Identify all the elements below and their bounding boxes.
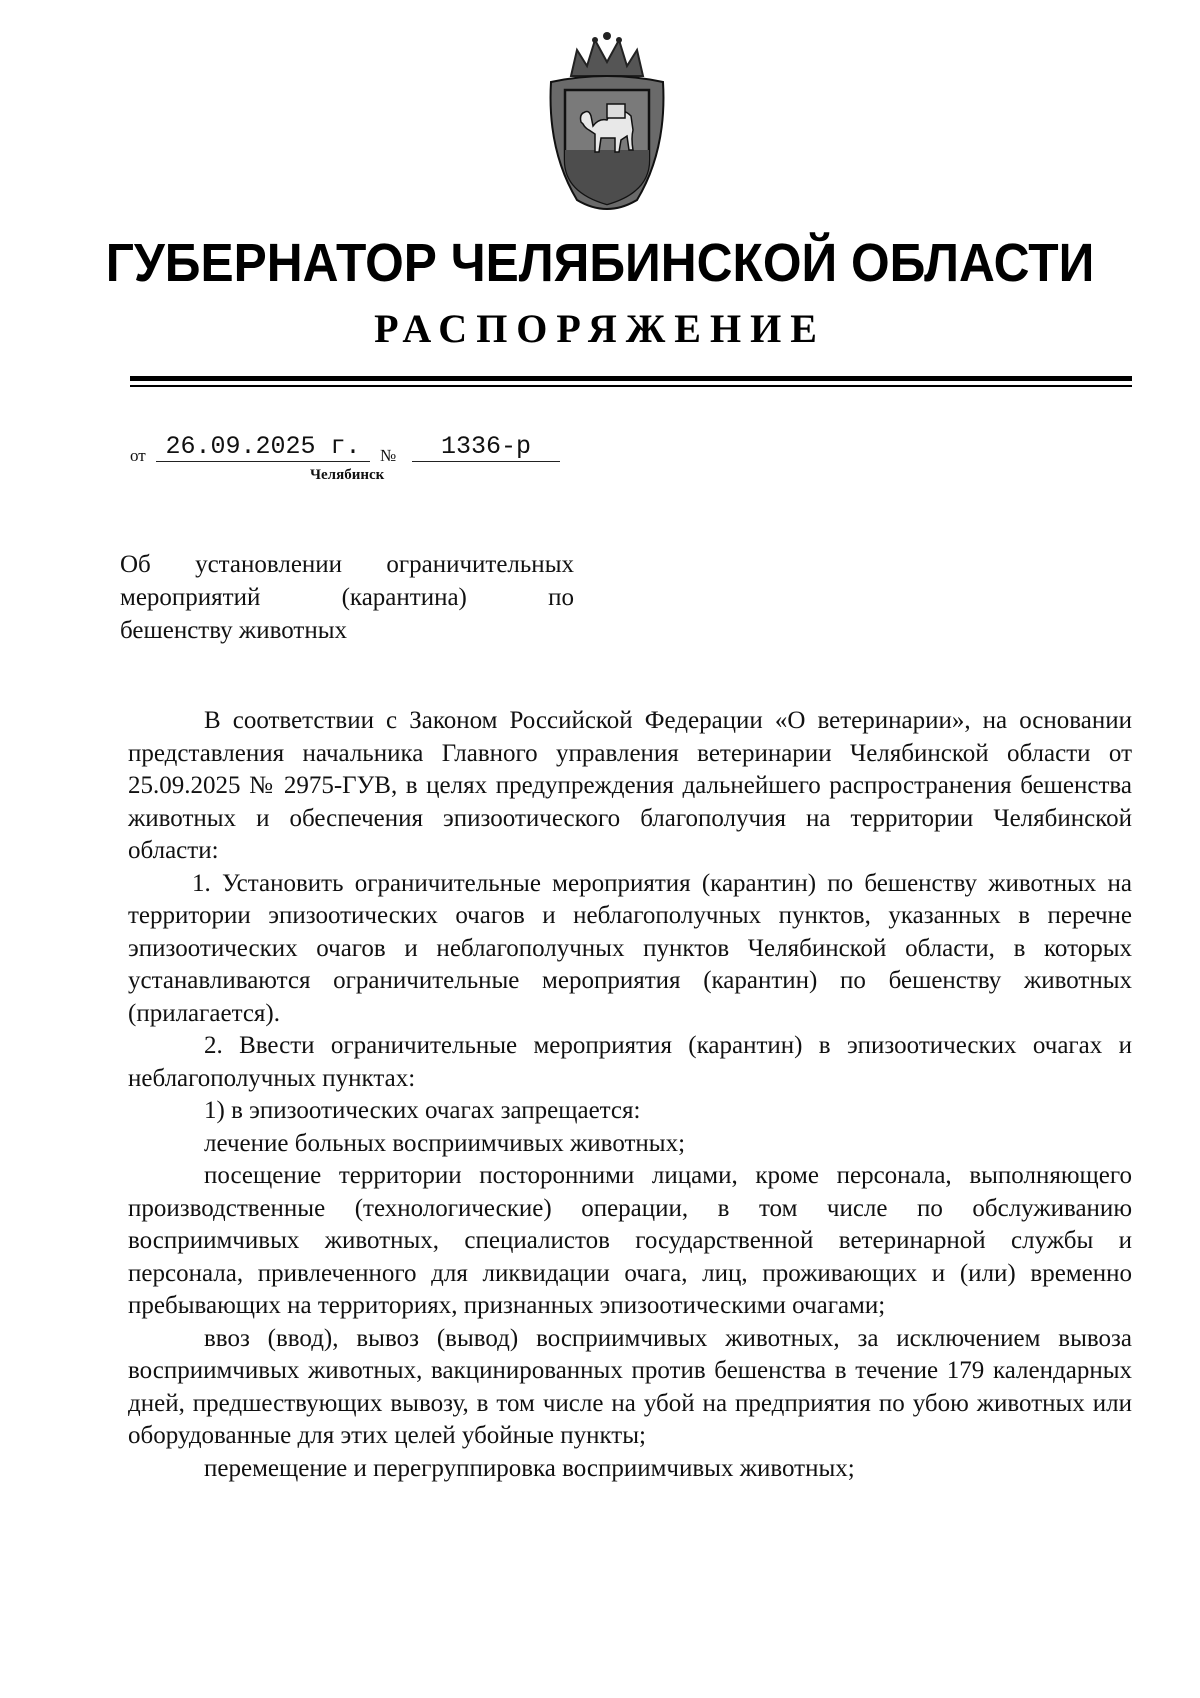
clause-paragraph: 1. Установить ограничительные мероприятия (карантин) по бешенству животных на территории эпизоотических очагов и неблагополучных пунктов, указанных в перечне эпизоотических очагов и неблагополучных пунктов Челябинской области, в которых устанавливаются ограничительные мероприятия (карантин) по бешенству животных (прилагается). bbox=[128, 869, 1132, 1027]
subject-line: Об установлении ограничительных bbox=[120, 551, 574, 578]
authority-title: ГУБЕРНАТОР ЧЕЛЯБИНСКОЙ ОБЛАСТИ bbox=[105, 233, 1095, 293]
header-divider-thick bbox=[130, 376, 1132, 381]
document-requisites bbox=[130, 432, 590, 468]
document-number: 1336-р bbox=[412, 432, 560, 462]
number-sign-label: № bbox=[380, 446, 397, 465]
document-date: 26.09.2025 г. bbox=[156, 432, 370, 462]
clause-paragraph: 2. Ввести ограничительные мероприятия (карантин) в эпизоотических очагах и неблагополучных пунктах: bbox=[128, 1032, 1132, 1092]
document-type-title: РАСПОРЯЖЕНИЕ bbox=[374, 306, 826, 351]
header-divider-thin bbox=[130, 385, 1132, 387]
subject-line: мероприятий (карантина) по bbox=[120, 584, 574, 611]
list-item-paragraph: посещение территории посторонними лицами, кроме персонала, выполняющего производственные (технологические) операции, в том числе по обслуживанию восприимчивых животных, специалистов государственной ветеринарной службы и персонала, привлеченного для ликвидации очага, лиц, проживающих и (или) временно пребывающих на территориях, признанных эпизоотическими очагами; bbox=[128, 1162, 1132, 1319]
coat-of-arms-emblem bbox=[537, 30, 677, 220]
document-body bbox=[128, 705, 1132, 1485]
subclause-paragraph: 1) в эпизоотических очагах запрещается: bbox=[204, 1097, 641, 1124]
document-city: Челябинск bbox=[310, 467, 385, 483]
subject-line: бешенству животных bbox=[120, 617, 347, 644]
list-item-paragraph: перемещение и перегруппировка восприимчивых животных; bbox=[204, 1454, 855, 1482]
list-item-paragraph: лечение больных восприимчивых животных; bbox=[204, 1129, 686, 1157]
list-item-paragraph: ввоз (ввод), вывоз (вывод) восприимчивых животных, за исключением вывоза восприимчивых животных, вакцинированных против бешенства в течение 179 календарных дней, предшествующих вывозу, в том числе на убой на предприятия по убою животных или оборудованные для этих целей убойные пункты; bbox=[128, 1324, 1132, 1449]
date-prefix-label: от bbox=[130, 446, 146, 465]
preamble-paragraph: В соответствии с Законом Российской Федерации «О ветеринарии», на основании представления начальника Главного управления ветеринарии Челябинской области от 25.09.2025 № 2975-ГУВ, в целях предупреждения дальнейшего распространения бешенства животных и обеспечения эпизоотического благополучия на территории Челябинской области: bbox=[128, 707, 1132, 864]
document-subject bbox=[120, 548, 574, 647]
